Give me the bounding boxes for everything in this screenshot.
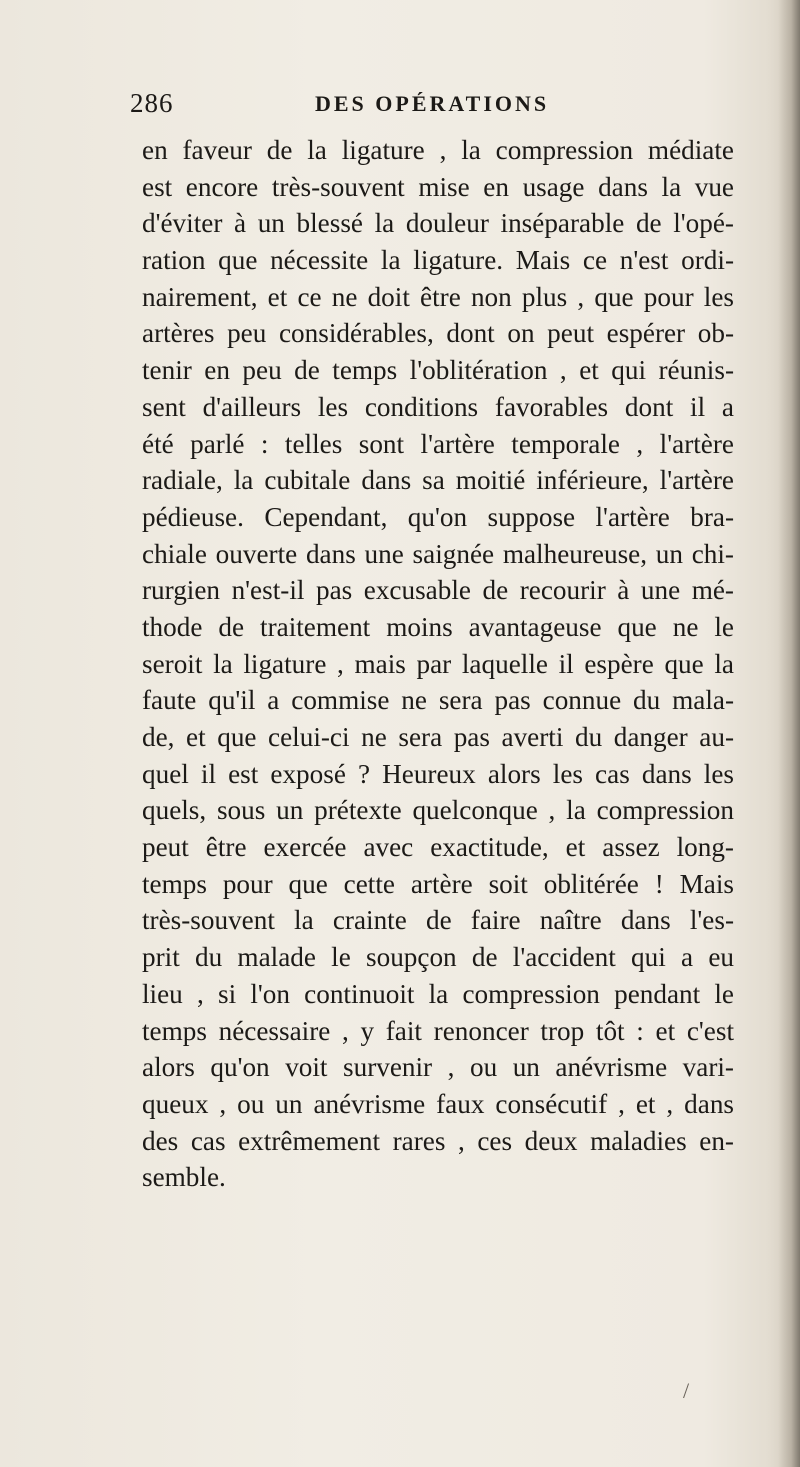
text-line: quel il est exposé ? Heureux alors les cas dans les [142, 758, 734, 789]
text-line: tenir en peu de temps l'oblitération , et qui réunis- [142, 355, 734, 386]
text-line: temps pour que cette artère soit oblitérée ! Mais [142, 868, 734, 899]
stray-mark: / [683, 1378, 690, 1403]
text-line: thode de traitement moins avantageuse que ne le [142, 611, 734, 642]
text-line: radiale, la cubitale dans sa moitié inférieure, l'artère [142, 465, 734, 496]
text-line: temps nécessaire , y fait renoncer trop tôt : et c'est [142, 1015, 734, 1046]
text-line: été parlé : telles sont l'artère temporale , l'artère [142, 428, 734, 459]
text-line: prit du malade le soupçon de l'accident qui a eu [142, 942, 734, 973]
text-line: seroit la ligature , mais par laquelle il espère que la [142, 648, 734, 679]
text-line: sent d'ailleurs les conditions favorables dont il a [142, 391, 734, 422]
text-line: d'éviter à un blessé la douleur inséparable de l'opé- [142, 208, 734, 239]
text-line: pédieuse. Cependant, qu'on suppose l'artère bra- [142, 501, 734, 532]
text-line: semble. [142, 1162, 226, 1193]
text-line: queux , ou un anévrisme faux consécutif , et , dans [142, 1088, 734, 1119]
running-head: DES OPÉRATIONS [315, 91, 550, 116]
text-line: lieu , si l'on continuoit la compression pendant le [142, 978, 734, 1009]
text-line: faute qu'il a commise ne sera pas connue du mala- [142, 685, 734, 716]
text-line: très-souvent la crainte de faire naître dans l'es- [142, 905, 734, 936]
page-number: 286 [130, 88, 174, 118]
text-line: rurgien n'est-il pas excusable de recourir à une mé- [142, 575, 734, 606]
text-line: quels, sous un prétexte quelconque , la compression [142, 795, 734, 826]
text-line: de, et que celui-ci ne sera pas averti du danger au- [142, 722, 734, 752]
text-line: artères peu considérables, dont on peut espérer ob- [142, 318, 734, 349]
text-line: des cas extrêmement rares , ces deux maladies en- [142, 1125, 734, 1156]
page-edge-shadow [778, 0, 800, 1467]
text-line: est encore très-souvent mise en usage dans la vue [142, 171, 734, 202]
text-line: ration que nécessite la ligature. Mais ce n'est ordi- [142, 245, 734, 276]
text-line: en faveur de la ligature , la compression médiate [142, 135, 734, 165]
text-line: alors qu'on voit survenir , ou un anévrisme vari- [142, 1052, 734, 1083]
text-line: nairement, et ce ne doit être non plus , que pour les [142, 281, 734, 312]
text-line: peut être exercée avec exactitude, et assez long- [142, 832, 734, 863]
body-text [142, 132, 734, 1196]
page-header [130, 88, 730, 128]
text-line: chiale ouverte dans une saignée malheureuse, un chi- [142, 538, 734, 569]
